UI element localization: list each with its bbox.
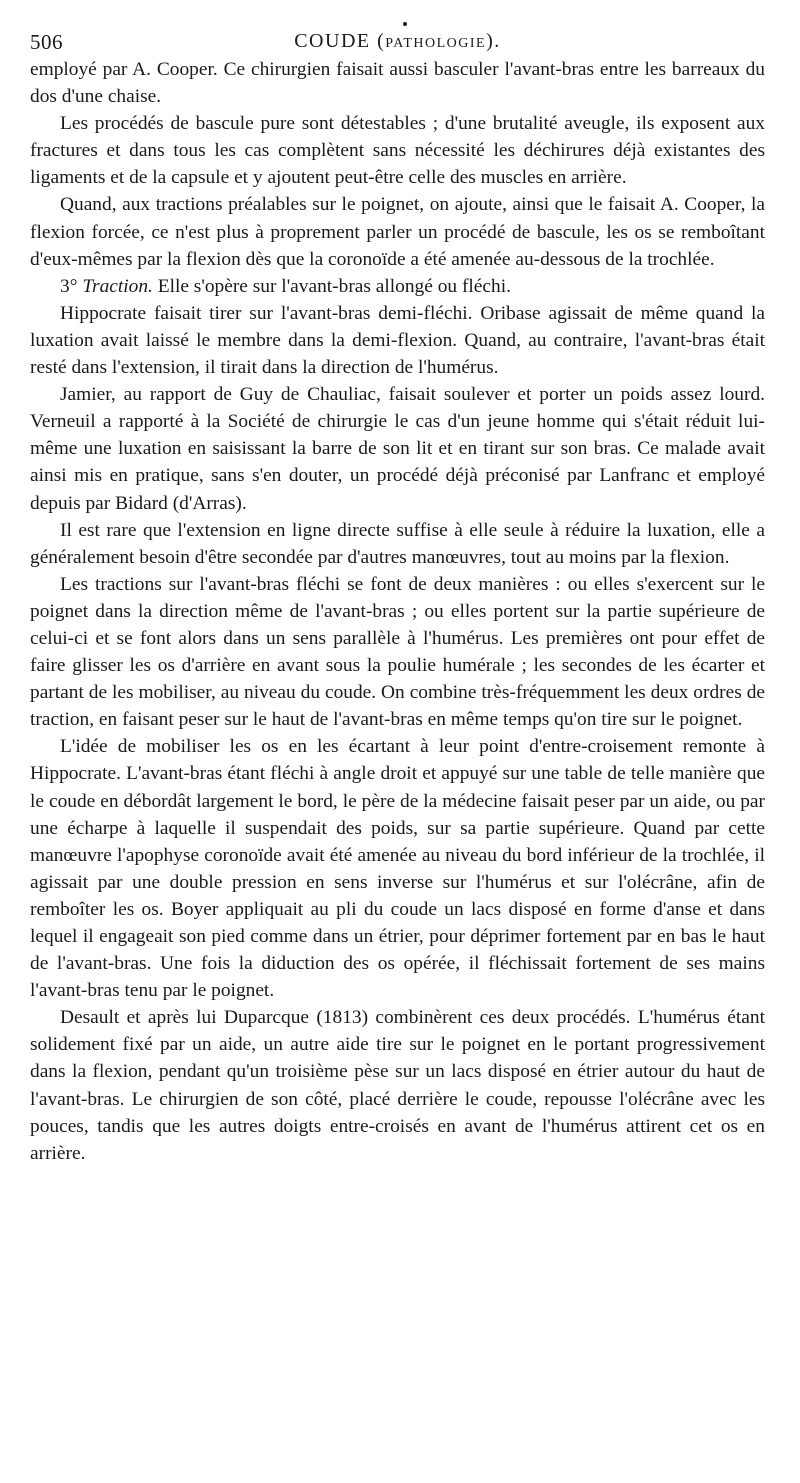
running-title-close: ). <box>486 30 501 52</box>
running-head <box>30 22 765 56</box>
section-number: 3° <box>60 275 83 297</box>
paragraph-mobiliser: L'idée de mobiliser les os en les écartant à leur point d'entre-croisement remonte à Hippocrate. L'avant-bras étant fléchi à angle droit et appuyé sur une table de telle manière que le coude en débordât largement le bord, le père de la médecine faisait peser par un aide, ou par une écharpe à laquelle il suspendait des poids, sur sa partie supérieure. Quand par cette manœuvre l'apophyse coronoïde avait été amenée au niveau du bord inférieur de la trochlée, il agissait par une double pression en sens inverse sur l'humérus et sur l'olécrâne, afin de remboîter les os. Boyer appliquait au pli du coude un lacs disposé en forme d'anse et dans lequel il engageait son pied comme dans un étrier, pour déprimer fortement par en bas le haut de l'avant-bras. Une fois la diduction des os opérée, il fléchissait fortement de ses mains l'avant-bras tenu par le poignet. <box>30 736 765 1002</box>
running-title-main: COUDE <box>294 30 371 52</box>
running-title <box>30 30 765 53</box>
paragraph-continued: employé par A. Cooper. Ce chirurgien faisait aussi basculer l'avant-bras entre les barreaux du dos d'une chaise. <box>30 59 765 108</box>
running-title-open: ( <box>370 30 386 52</box>
paragraph-tractions-flechi: Les tractions sur l'avant-bras fléchi se font de deux manières : ou elles s'exercent sur le poignet dans la direction même de l'avant-bras ; ou elles portent sur la partie supérieure de celui-ci et se font alors dans un sens parallèle à l'humérus. Les premières ont pour effet de faire glisser les os d'arrière en avant sous la poulie humérale ; les secondes de les écarter et partant de les mobiliser, au niveau du coude. On combine très-fréquemment les deux ordres de traction, en faisant peser sur le haut de l'avant-bras en même temps qu'on tire sur le poignet. <box>30 573 765 731</box>
paragraph-bascule-critique: Les procédés de bascule pure sont détestables ; d'une brutalité aveugle, ils exposent aux fractures et dans tous les cas complètent sans nécessité les déchirures déjà existantes des ligaments et de la capsule et y ajoutent peut-être celle des muscles en arrière. <box>30 113 765 189</box>
printer-mark <box>403 22 407 26</box>
running-title-sub: PATHOLOGIE <box>385 36 487 51</box>
paragraph-jamier: Jamier, au rapport de Guy de Chauliac, faisait soulever et porter un poids assez lourd. Verneuil a rapporté à la Société de chirurgie le cas d'un jeune homme qui s'était réduit lui-même une luxation en saisissant la barre de son lit et en tirant sur son bras. Ce malade avait ainsi mis en pratique, sans s'en douter, un procédé déjà préconisé par Lanfranc et employé depuis par Bidard (d'Arras). <box>30 384 765 514</box>
paragraph-desault: Desault et après lui Duparcque (1813) combinèrent ces deux procédés. L'humérus étant solidement fixé par un aide, un autre aide tire sur le poignet en le portant progressivement dans la flexion, pendant qu'un troisième pèse sur un lacs disposé en étrier autour du haut de l'avant-bras. Le chirurgien de son côté, placé derrière le coude, repousse l'olécrâne avec les pouces, tandis que les autres doigts entre-croisés en avant de l'humérus attirent cet os en arrière. <box>30 1007 765 1164</box>
section-title: Traction. <box>82 275 153 297</box>
page-body <box>30 56 765 1167</box>
page-number: 506 <box>30 30 63 54</box>
paragraph-traction-heading <box>30 273 765 300</box>
book-page <box>30 22 765 1167</box>
paragraph-extension-directe: Il est rare que l'extension en ligne directe suffise à elle seule à réduire la luxation, elle a généralement besoin d'être secondée par d'autres manœuvres, tout au moins par la flexion. <box>30 519 765 568</box>
section-lead: Elle s'opère sur l'avant-bras allongé ou fléchi. <box>152 275 511 297</box>
paragraph-flexion-forcee: Quand, aux tractions préalables sur le poignet, on ajoute, ainsi que le faisait A. Cooper, la flexion forcée, ce n'est plus à proprement parler un procédé de bascule, les os se remboîtant d'eux-mêmes par la flexion dès que la coronoïde a été amenée au-dessous de la trochlée. <box>30 194 765 270</box>
paragraph-hippocrate: Hippocrate faisait tirer sur l'avant-bras demi-fléchi. Oribase agissait de même quand la luxation avait laissé le membre dans la demi-flexion. Quand, au contraire, l'avant-bras était resté dans l'extension, il tirait dans la direction de l'humérus. <box>30 302 765 379</box>
